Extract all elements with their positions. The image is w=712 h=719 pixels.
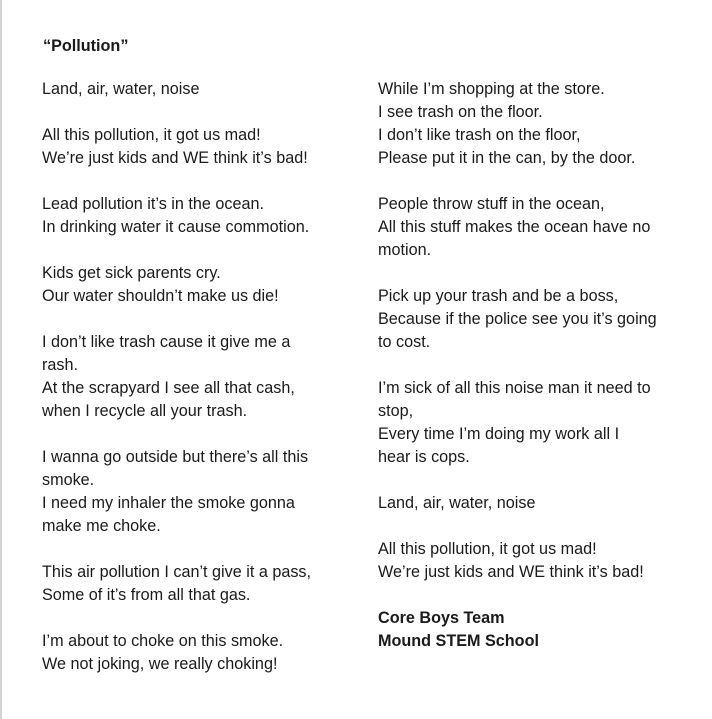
poem-line: Please put it in the can, by the door.	[378, 149, 636, 167]
poem-line: While I’m shopping at the store.	[378, 80, 605, 98]
poem-line: Land, air, water, noise	[378, 494, 536, 512]
poem-line: rash.	[42, 356, 78, 374]
poem-line: I don’t like trash on the floor,	[378, 126, 581, 144]
page-edge-divider	[0, 0, 2, 719]
poem-stanza	[378, 78, 678, 170]
poem-left-column	[42, 78, 342, 676]
poem-line: motion.	[378, 241, 432, 259]
poem-line: People throw stuff in the ocean,	[378, 195, 605, 213]
poem-line: All this pollution, it got us mad!	[42, 126, 261, 144]
poem-line: smoke.	[42, 471, 95, 489]
poem-line: Every time I’m doing my work all I	[378, 425, 620, 443]
credits-team: Core Boys Team	[378, 609, 505, 627]
poem-title: “Pollution”	[43, 37, 129, 55]
poem-stanza	[378, 193, 678, 262]
poem-stanza	[378, 377, 678, 469]
poem-stanza	[42, 446, 342, 538]
poem-stanza	[378, 285, 678, 354]
poem-line: I wanna go outside but there’s all this	[42, 448, 309, 466]
poem-line: Kids get sick parents cry.	[42, 264, 221, 282]
poem-line: Land, air, water, noise	[42, 80, 200, 98]
poem-line: stop,	[378, 402, 414, 420]
poem-stanza	[42, 193, 342, 239]
poem-line: This air pollution I can’t give it a pass,	[42, 563, 312, 581]
poem-line: Lead pollution it’s in the ocean.	[42, 195, 264, 213]
poem-line: In drinking water it cause commotion.	[42, 218, 310, 236]
poem-line: At the scrapyard I see all that cash,	[42, 379, 295, 397]
poem-line: hear is cops.	[378, 448, 470, 466]
poem-stanza	[42, 630, 342, 676]
poem-stanza	[42, 262, 342, 308]
poem-line: We’re just kids and WE think it’s bad!	[42, 149, 308, 167]
poem-stanza	[42, 331, 342, 423]
poem-line: I see trash on the floor.	[378, 103, 543, 121]
poem-line: I’m about to choke on this smoke.	[42, 632, 284, 650]
poem-line: make me choke.	[42, 517, 161, 535]
poem-stanza	[378, 492, 678, 515]
poem-line: Some of it’s from all that gas.	[42, 586, 251, 604]
poem-line: when I recycle all your trash.	[42, 402, 248, 420]
poem-stanza	[42, 78, 342, 101]
poem-stanza	[42, 561, 342, 607]
poem-line: Because if the police see you it’s going	[378, 310, 657, 328]
poem-right-column	[378, 78, 678, 653]
poem-line: We not joking, we really choking!	[42, 655, 278, 673]
poem-line: Pick up your trash and be a boss,	[378, 287, 619, 305]
credits-block	[378, 607, 678, 653]
poem-stanza	[42, 124, 342, 170]
poem-line: We’re just kids and WE think it’s bad!	[378, 563, 644, 581]
poem-line: All this stuff makes the ocean have no	[378, 218, 651, 236]
credits-school: Mound STEM School	[378, 632, 539, 650]
poem-line: I’m sick of all this noise man it need to	[378, 379, 651, 397]
poem-line: All this pollution, it got us mad!	[378, 540, 597, 558]
poem-stanza	[378, 538, 678, 584]
poem-line: I need my inhaler the smoke gonna	[42, 494, 295, 512]
poem-line: to cost.	[378, 333, 431, 351]
poem-line: Our water shouldn’t make us die!	[42, 287, 279, 305]
poem-line: I don’t like trash cause it give me a	[42, 333, 291, 351]
